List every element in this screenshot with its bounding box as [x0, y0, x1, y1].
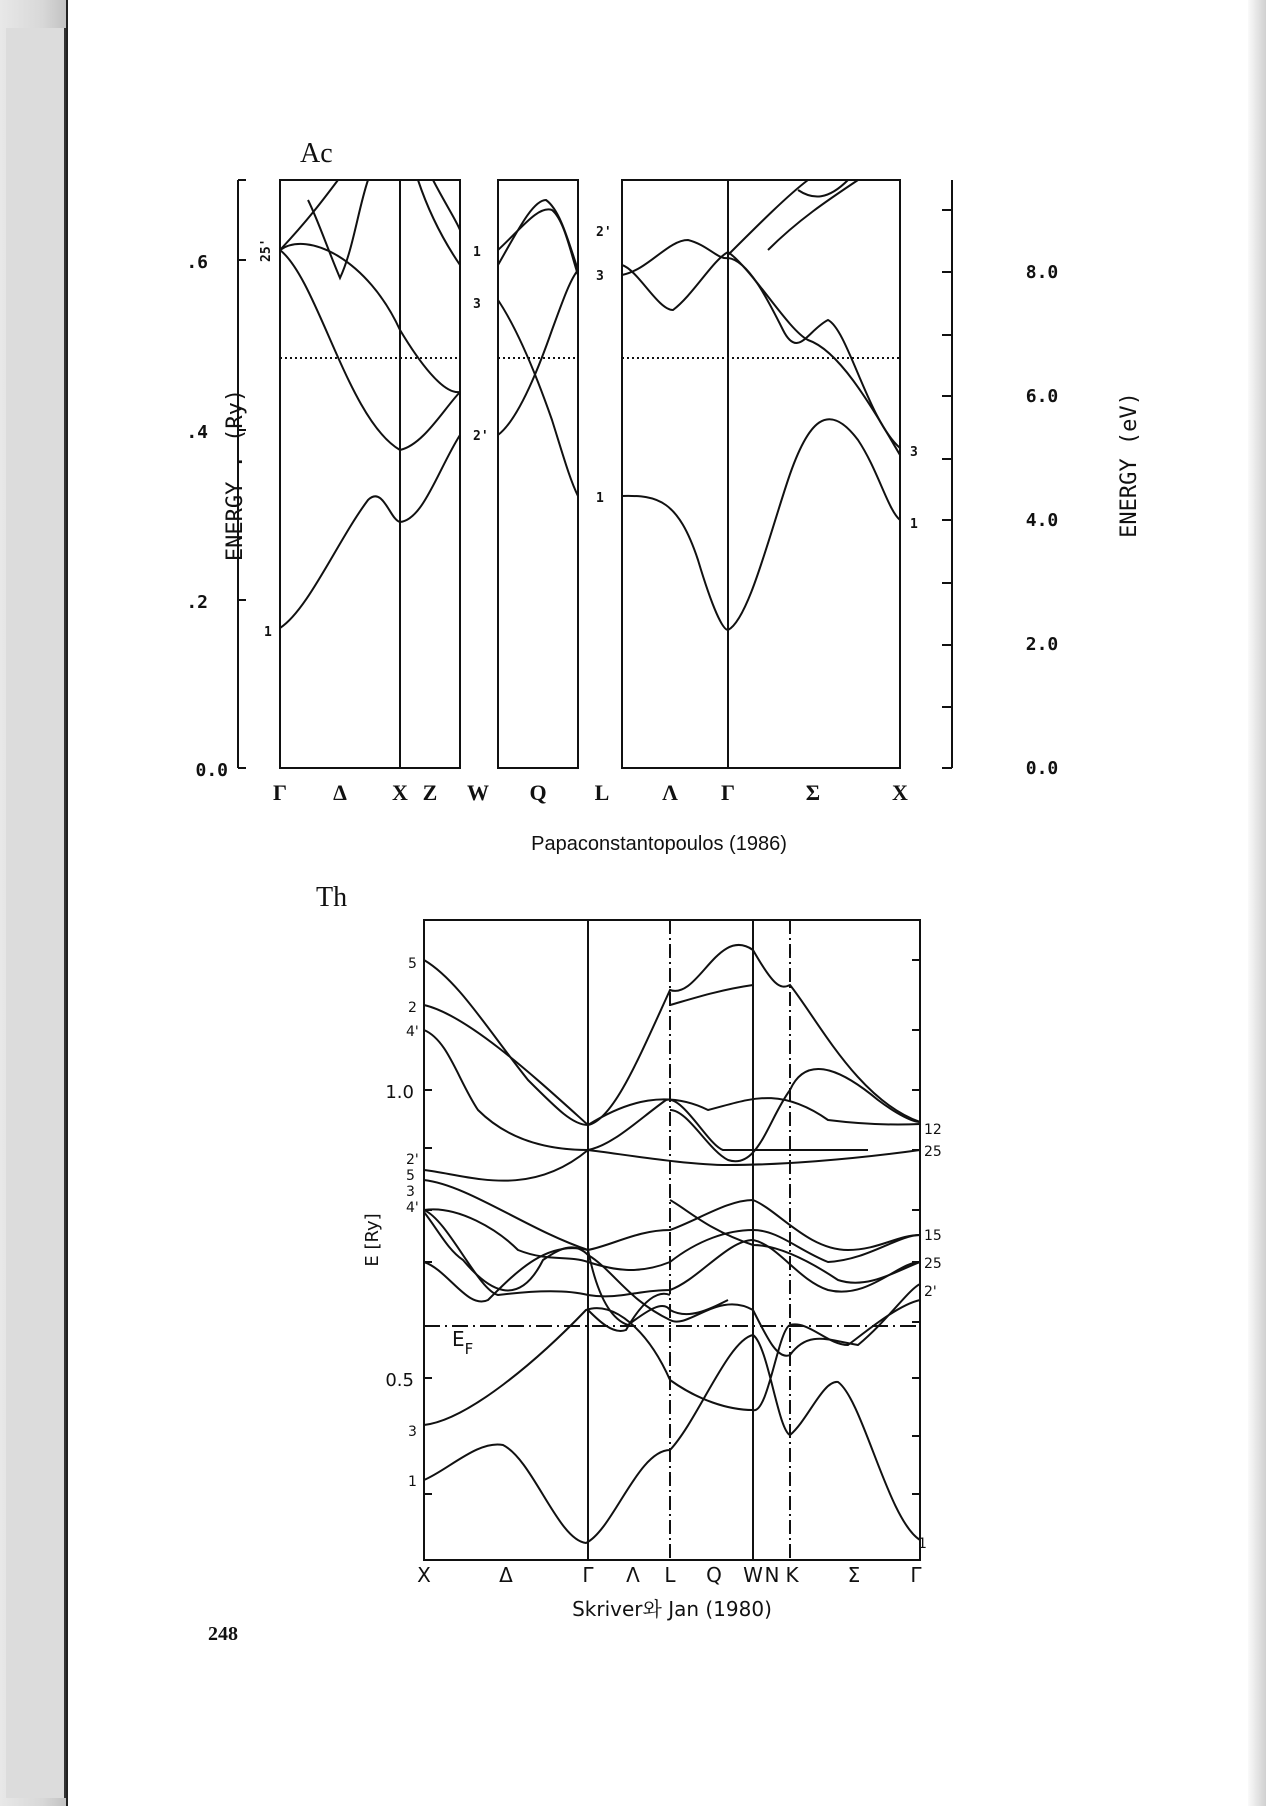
ac-panel-3	[622, 180, 900, 768]
ac-xtick-9: Σ	[805, 780, 821, 805]
ac-band-label-5: 3	[596, 269, 604, 284]
th-xtick-10: Γ	[910, 1563, 922, 1587]
ac-xtick-10: X	[892, 780, 908, 805]
ac-ytick-right-1: 6.0	[1025, 386, 1059, 407]
th-xtick-3: Λ	[626, 1563, 640, 1587]
ac-caption: Papaconstantopoulos (1986)	[531, 833, 787, 855]
ac-panel1-bands	[280, 180, 460, 628]
ac-band-label-1: 3	[473, 297, 481, 312]
th-left-ticks	[424, 1090, 432, 1494]
ac-xtick-0: Γ	[273, 780, 287, 805]
ac-panel-2	[498, 180, 578, 768]
th-xtick-9: Σ	[847, 1563, 861, 1587]
th-figure-label: Th	[316, 882, 348, 913]
ac-xtick-4: W	[467, 780, 489, 805]
th-left-label-6: 4'	[406, 1200, 419, 1216]
ac-panel2-bands	[498, 200, 578, 496]
ac-xtick-2: X	[392, 780, 408, 805]
th-left-label-0: 5	[408, 956, 417, 972]
th-xtick-4: L	[664, 1563, 676, 1587]
th-xtick-0: X	[417, 1563, 431, 1587]
ac-panel-1	[280, 180, 460, 768]
th-right-label-5: 1	[918, 1536, 927, 1552]
th-left-label-4: 5	[406, 1168, 415, 1184]
ac-panel3-bands	[622, 180, 900, 630]
th-fermi-label: $E_F$	[452, 1327, 474, 1358]
ac-band-label-3: 1	[264, 625, 272, 640]
th-right-label-2: 15	[924, 1228, 942, 1244]
ac-band-label-9: 25'	[259, 238, 274, 262]
th-left-label-7: 3	[408, 1424, 417, 1440]
th-caption: Skriver와 Jan (1980)	[572, 1597, 772, 1621]
th-left-label-5: 3	[406, 1184, 415, 1200]
th-xtick-8: K	[785, 1563, 799, 1587]
ac-ytick-3: 0.0	[195, 760, 228, 781]
ac-xtick-5: Q	[529, 780, 547, 805]
th-right-label-3: 25	[924, 1256, 942, 1272]
th-left-label-2: 4'	[406, 1024, 419, 1040]
ac-xtick-3: Z	[422, 780, 438, 805]
ac-ytick-right-3: 2.0	[1025, 634, 1059, 655]
th-right-ticks	[912, 960, 920, 1494]
ac-band-label-6: 1	[596, 491, 604, 506]
ac-band-label-2: 2'	[473, 429, 489, 444]
th-right-label-1: 25	[924, 1144, 942, 1160]
th-bands	[424, 945, 920, 1543]
book-edge-right	[1246, 0, 1266, 1806]
book-page	[66, 0, 1248, 1806]
ac-band-label-4: 2'	[596, 225, 612, 240]
th-ytick-1: 0.5	[385, 1370, 414, 1391]
th-left-label-8: 1	[408, 1474, 417, 1490]
ac-figure-label: Ac	[300, 138, 333, 169]
th-xtick-2: Γ	[582, 1563, 594, 1587]
th-xtick-1: Δ	[499, 1563, 513, 1587]
ac-ytick-1: .4	[186, 422, 208, 443]
th-right-label-4: 2'	[924, 1284, 937, 1300]
ac-ytick-right-4: 0.0	[1025, 758, 1059, 779]
ac-ylabel-right: ENERGY (eV)	[1117, 392, 1142, 538]
th-xtick-5: Q	[706, 1563, 722, 1587]
ac-ytick-0: .6	[186, 252, 208, 273]
ac-band-label-7: 3	[910, 445, 918, 460]
th-left-label-1: 2	[408, 1000, 417, 1016]
ac-xtick-1: Δ	[333, 780, 347, 805]
ac-xtick-7: Λ	[662, 780, 678, 805]
th-xtick-6: W	[743, 1563, 763, 1587]
th-xtick-7: N	[764, 1563, 780, 1587]
ac-band-label-0: 1	[473, 245, 481, 260]
ac-right-axis-ticks	[942, 210, 952, 768]
book-spine-left	[0, 0, 70, 1806]
figures-canvas	[68, 0, 1248, 1806]
th-left-label-3: 2'	[406, 1152, 419, 1168]
ac-band-label-8: 1	[910, 517, 918, 532]
th-ylabel: E [Ry]	[362, 1213, 383, 1267]
ac-ytick-right-0: 8.0	[1025, 262, 1059, 283]
ac-ytick-right-2: 4.0	[1025, 510, 1059, 531]
th-ytick-0: 1.0	[385, 1082, 414, 1103]
ac-xtick-6: L	[594, 780, 610, 805]
th-right-label-0: 12	[924, 1122, 942, 1138]
ac-ytick-2: .2	[186, 592, 208, 613]
th-frame	[424, 920, 920, 1560]
ac-ylabel-left: ENERGY . (Ry)	[223, 388, 248, 562]
page-number: 248	[208, 1623, 238, 1645]
ac-xtick-8: Γ	[721, 780, 735, 805]
